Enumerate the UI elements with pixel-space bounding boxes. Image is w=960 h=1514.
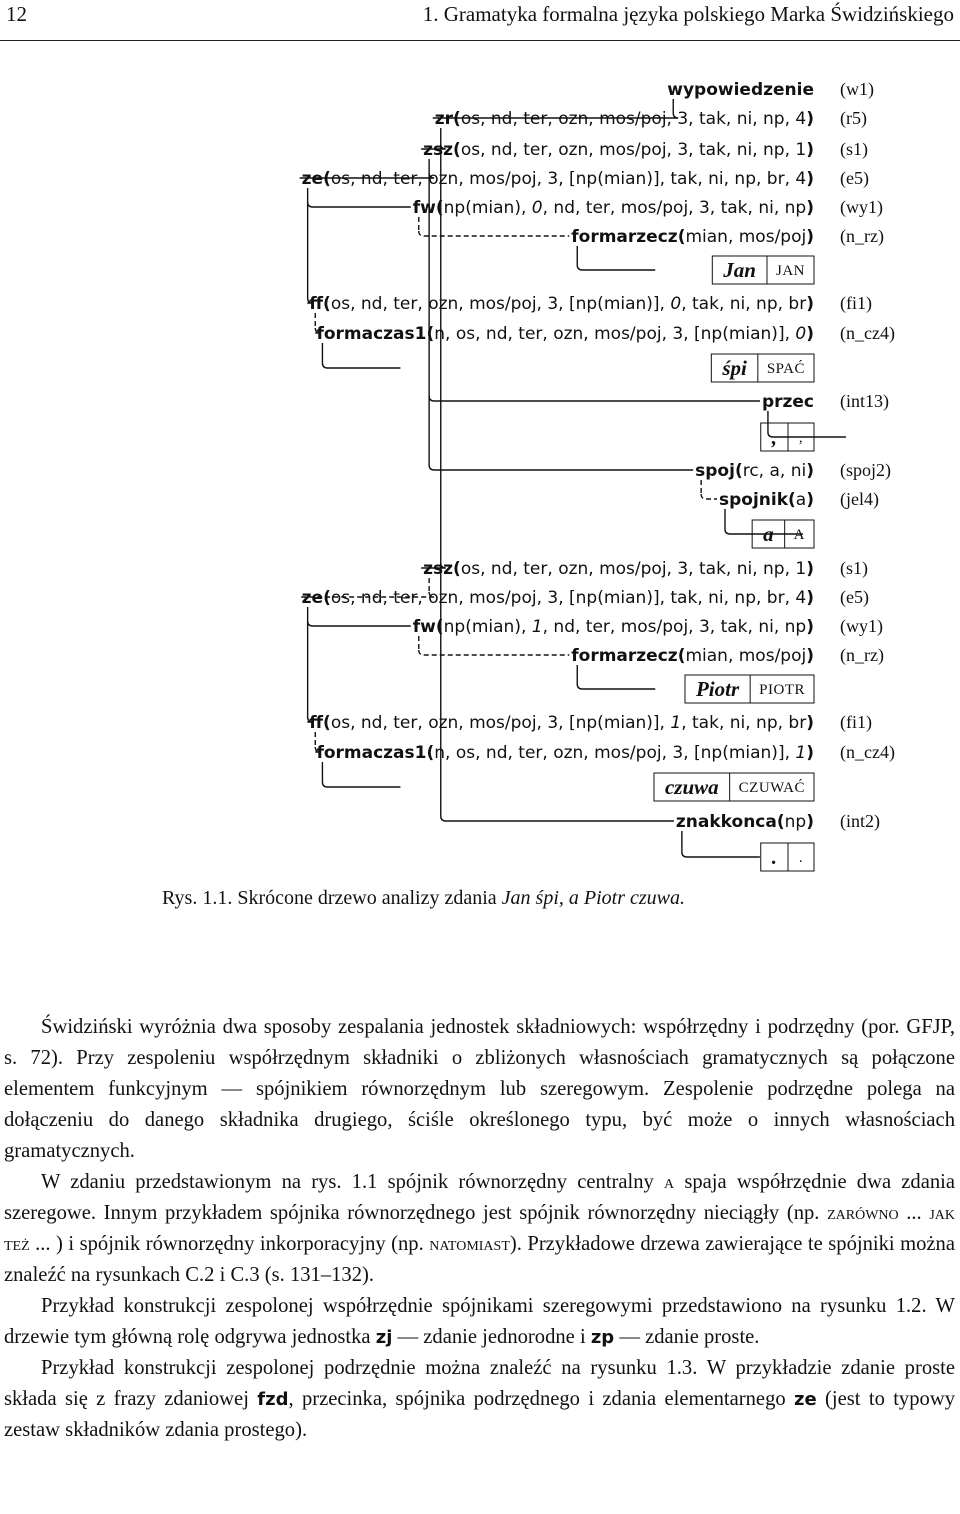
tree-edge (701, 494, 717, 499)
terminal-lemma: CZUWAĆ (738, 780, 805, 796)
rule-label-n5: (wy1) (840, 197, 883, 217)
rule-label-n10: (spoj2) (840, 460, 891, 480)
rule-label-n12: (s1) (840, 558, 868, 578)
rule-label-n16: (fi1) (840, 712, 872, 732)
chapter-title: 1. Gramatyka formalna języka polskiego Marka Świdzińskiego (422, 2, 954, 26)
tree-node-n14: fw(np(mian), 1, nd, ter, mos/poj, 3, tak, ni, np) (412, 617, 814, 637)
p3-text-a: Przykład konstrukcji zespolonej współrzędnie spójnikami szeregowymi przedstawiono na rysunku 1.2. W drzewie tym główną rolę odgrywa jednostka (4, 1295, 955, 1348)
terminal-word: a (763, 522, 774, 546)
tree-node-n16: ff(os, nd, ter, ozn, mos/poj, 3, [np(mian)], 1, tak, ni, np, br) (309, 713, 814, 733)
tree-edge (768, 432, 846, 437)
tree-edge (682, 852, 760, 857)
tree-edge (429, 465, 693, 470)
paragraph-2 (4, 1167, 955, 1291)
tree-node-n4: ze(os, nd, ter, ozn, mos/poj, 3, [np(mian)], tak, ni, np, br, 4) (301, 169, 814, 189)
tree-node-n1: wypowiedzenie (667, 80, 814, 100)
p2-smallcaps-4: natomiast (429, 1233, 510, 1255)
rule-label-n17: (n_cz4) (840, 742, 895, 762)
terminal-box (685, 675, 814, 703)
paragraph-1-text: Świdziński wyróżnia dwa sposoby zespalania jednostek składniowych: współrzędny i podrzędny (por. GFJP, s. 72). Przy zespoleniu współrzędnym składniki o zbliżonych własnościach gramatycznych są połączone elementem funkcyjnym — spójnikiem równorzędnym lub szeregowym. Zespolenie podrzędne polega na dołączeniu do danego składnika drugiego, ściśle określonego typu, być może o innych własnościach gramatycznych. (4, 1016, 955, 1162)
terminal-word: czuwa (664, 775, 719, 799)
p3-unit-1: zj (375, 1327, 393, 1348)
paragraph-1 (4, 1012, 955, 1167)
p2-text-c: ... (898, 1202, 930, 1224)
tree-node-n11: spojnik(a) (718, 490, 814, 510)
rule-label-n11: (jel4) (840, 489, 879, 509)
rule-label-n4: (e5) (840, 168, 869, 188)
terminal-word: Jan (723, 258, 756, 282)
terminal-frame (761, 843, 814, 871)
tree-node-n13: ze(os, nd, ter, ozn, mos/poj, 3, [np(mian)], tak, ni, np, br, 4) (301, 588, 814, 608)
tree-edge (308, 202, 411, 207)
tree-edge (441, 816, 674, 821)
rule-label-n8: (n_cz4) (840, 323, 895, 343)
rule-label-n14: (wy1) (840, 616, 883, 636)
rule-label-n2: (r5) (840, 108, 867, 128)
figure-caption (162, 887, 685, 910)
terminal-lemma: A (793, 527, 805, 543)
p2-text-d: ... ) i spójnik równorzędny inkorporacyjny (np. (29, 1233, 430, 1255)
paragraph-4 (4, 1353, 955, 1446)
tree-edge (577, 265, 655, 270)
paragraph-3 (4, 1291, 955, 1353)
tree-node-n10: spoj(rc, a, ni) (695, 461, 814, 481)
p4-text-b: , przecinka, spójnika podrzędnego i zdania elementarnego (288, 1388, 795, 1410)
terminal-box (761, 843, 814, 871)
p3-text-b: — zdanie jednorodne i (392, 1326, 591, 1348)
p2-smallcaps-3: jak też (4, 1202, 955, 1255)
rule-label-n18: (int2) (840, 811, 880, 831)
tree-node-n17: formaczas1(n, os, nd, ter, ozn, mos/poj, 3, [np(mian)], 1) (316, 743, 814, 763)
p2-text-b: spaja współrzędnie dwa zdania szeregowe. Innym przykładem spójnika równorzędnego jest spójnik równorzędny nieciągły (np. (4, 1171, 955, 1224)
p4-text-c: (jest to typowy zestaw składników zdania prostego). (4, 1388, 955, 1441)
tree-edge (322, 363, 400, 368)
terminal-word: śpi (722, 356, 747, 380)
rule-label-n9: (int13) (840, 391, 889, 411)
p2-smallcaps-1: a (664, 1171, 675, 1193)
p2-smallcaps-2: zarówno (827, 1202, 899, 1224)
p2-text-e: ). Przykładowe drzewa zawierające te spójniki można znaleźć na rysunkach C.2 i C.3 (s. 131–132). (4, 1233, 955, 1286)
terminal-word: , (771, 425, 777, 449)
terminal-box (711, 354, 814, 382)
p4-text-a: Przykład konstrukcji zespolonej podrzędnie można znaleźć na rysunku 1.3. W przykładzie zdanie proste składa się z frazy zdaniowej (4, 1357, 955, 1410)
rule-label-n7: (fi1) (840, 293, 872, 313)
terminal-word: . (771, 845, 777, 869)
terminal-box (712, 256, 814, 284)
terminal-box (654, 773, 814, 801)
p4-unit-1: fzd (257, 1389, 289, 1410)
tree-edge (429, 396, 760, 401)
terminal-lemma: PIOTR (759, 682, 805, 698)
rule-label-n3: (s1) (840, 139, 868, 159)
caption-sentence: Jan śpi, a Piotr czuwa. (501, 887, 685, 909)
p2-text-a: W zdaniu przedstawionym na rys. 1.1 spójnik równorzędny centralny (41, 1171, 665, 1193)
tree-edge (308, 621, 411, 626)
rule-label-n13: (e5) (840, 587, 869, 607)
tree-node-n9: przec (761, 392, 814, 412)
tree-node-n15: formarzecz(mian, mos/poj) (571, 646, 814, 666)
rule-label-n15: (n_rz) (840, 645, 884, 665)
tree-edge (322, 782, 400, 787)
p3-unit-2: zp (590, 1327, 615, 1348)
tree-node-n6: formarzecz(mian, mos/poj) (571, 227, 814, 247)
rule-label-n1: (w1) (840, 79, 874, 99)
tree-node-n3: zsz(os, nd, ter, ozn, mos/poj, 3, tak, ni, np, 1) (423, 140, 814, 160)
p3-text-c: — zdanie proste. (614, 1326, 760, 1348)
tree-node-n2: zr(os, nd, ter, ozn, mos/poj, 3, tak, ni, np, 4) (434, 109, 814, 129)
tree-node-n7: ff(os, nd, ter, ozn, mos/poj, 3, [np(mian)], 0, tak, ni, np, br) (309, 294, 814, 314)
terminal-word: Piotr (695, 677, 740, 701)
tree-node-n18: znakkonca(np) (675, 812, 814, 832)
terminal-lemma: . (798, 850, 804, 866)
rule-label-n6: (n_rz) (840, 226, 884, 246)
caption-prefix: Rys. 1.1. Skrócone drzewo analizy zdania (162, 887, 502, 909)
terminal-lemma: , (798, 430, 804, 446)
tree-node-n12: zsz(os, nd, ter, ozn, mos/poj, 3, tak, ni, np, 1) (423, 559, 814, 579)
terminal-lemma: SPAĆ (766, 361, 805, 377)
tree-node-n5: fw(np(mian), 0, nd, ter, mos/poj, 3, tak, ni, np) (412, 198, 814, 218)
terminal-lemma: JAN (775, 263, 805, 279)
tree-edge (577, 684, 655, 689)
tree-node-n8: formaczas1(n, os, nd, ter, ozn, mos/poj, 3, [np(mian)], 0) (316, 324, 814, 344)
p4-unit-2: ze (794, 1389, 817, 1410)
page-number: 12 (6, 2, 27, 26)
body-text (4, 1012, 955, 1446)
